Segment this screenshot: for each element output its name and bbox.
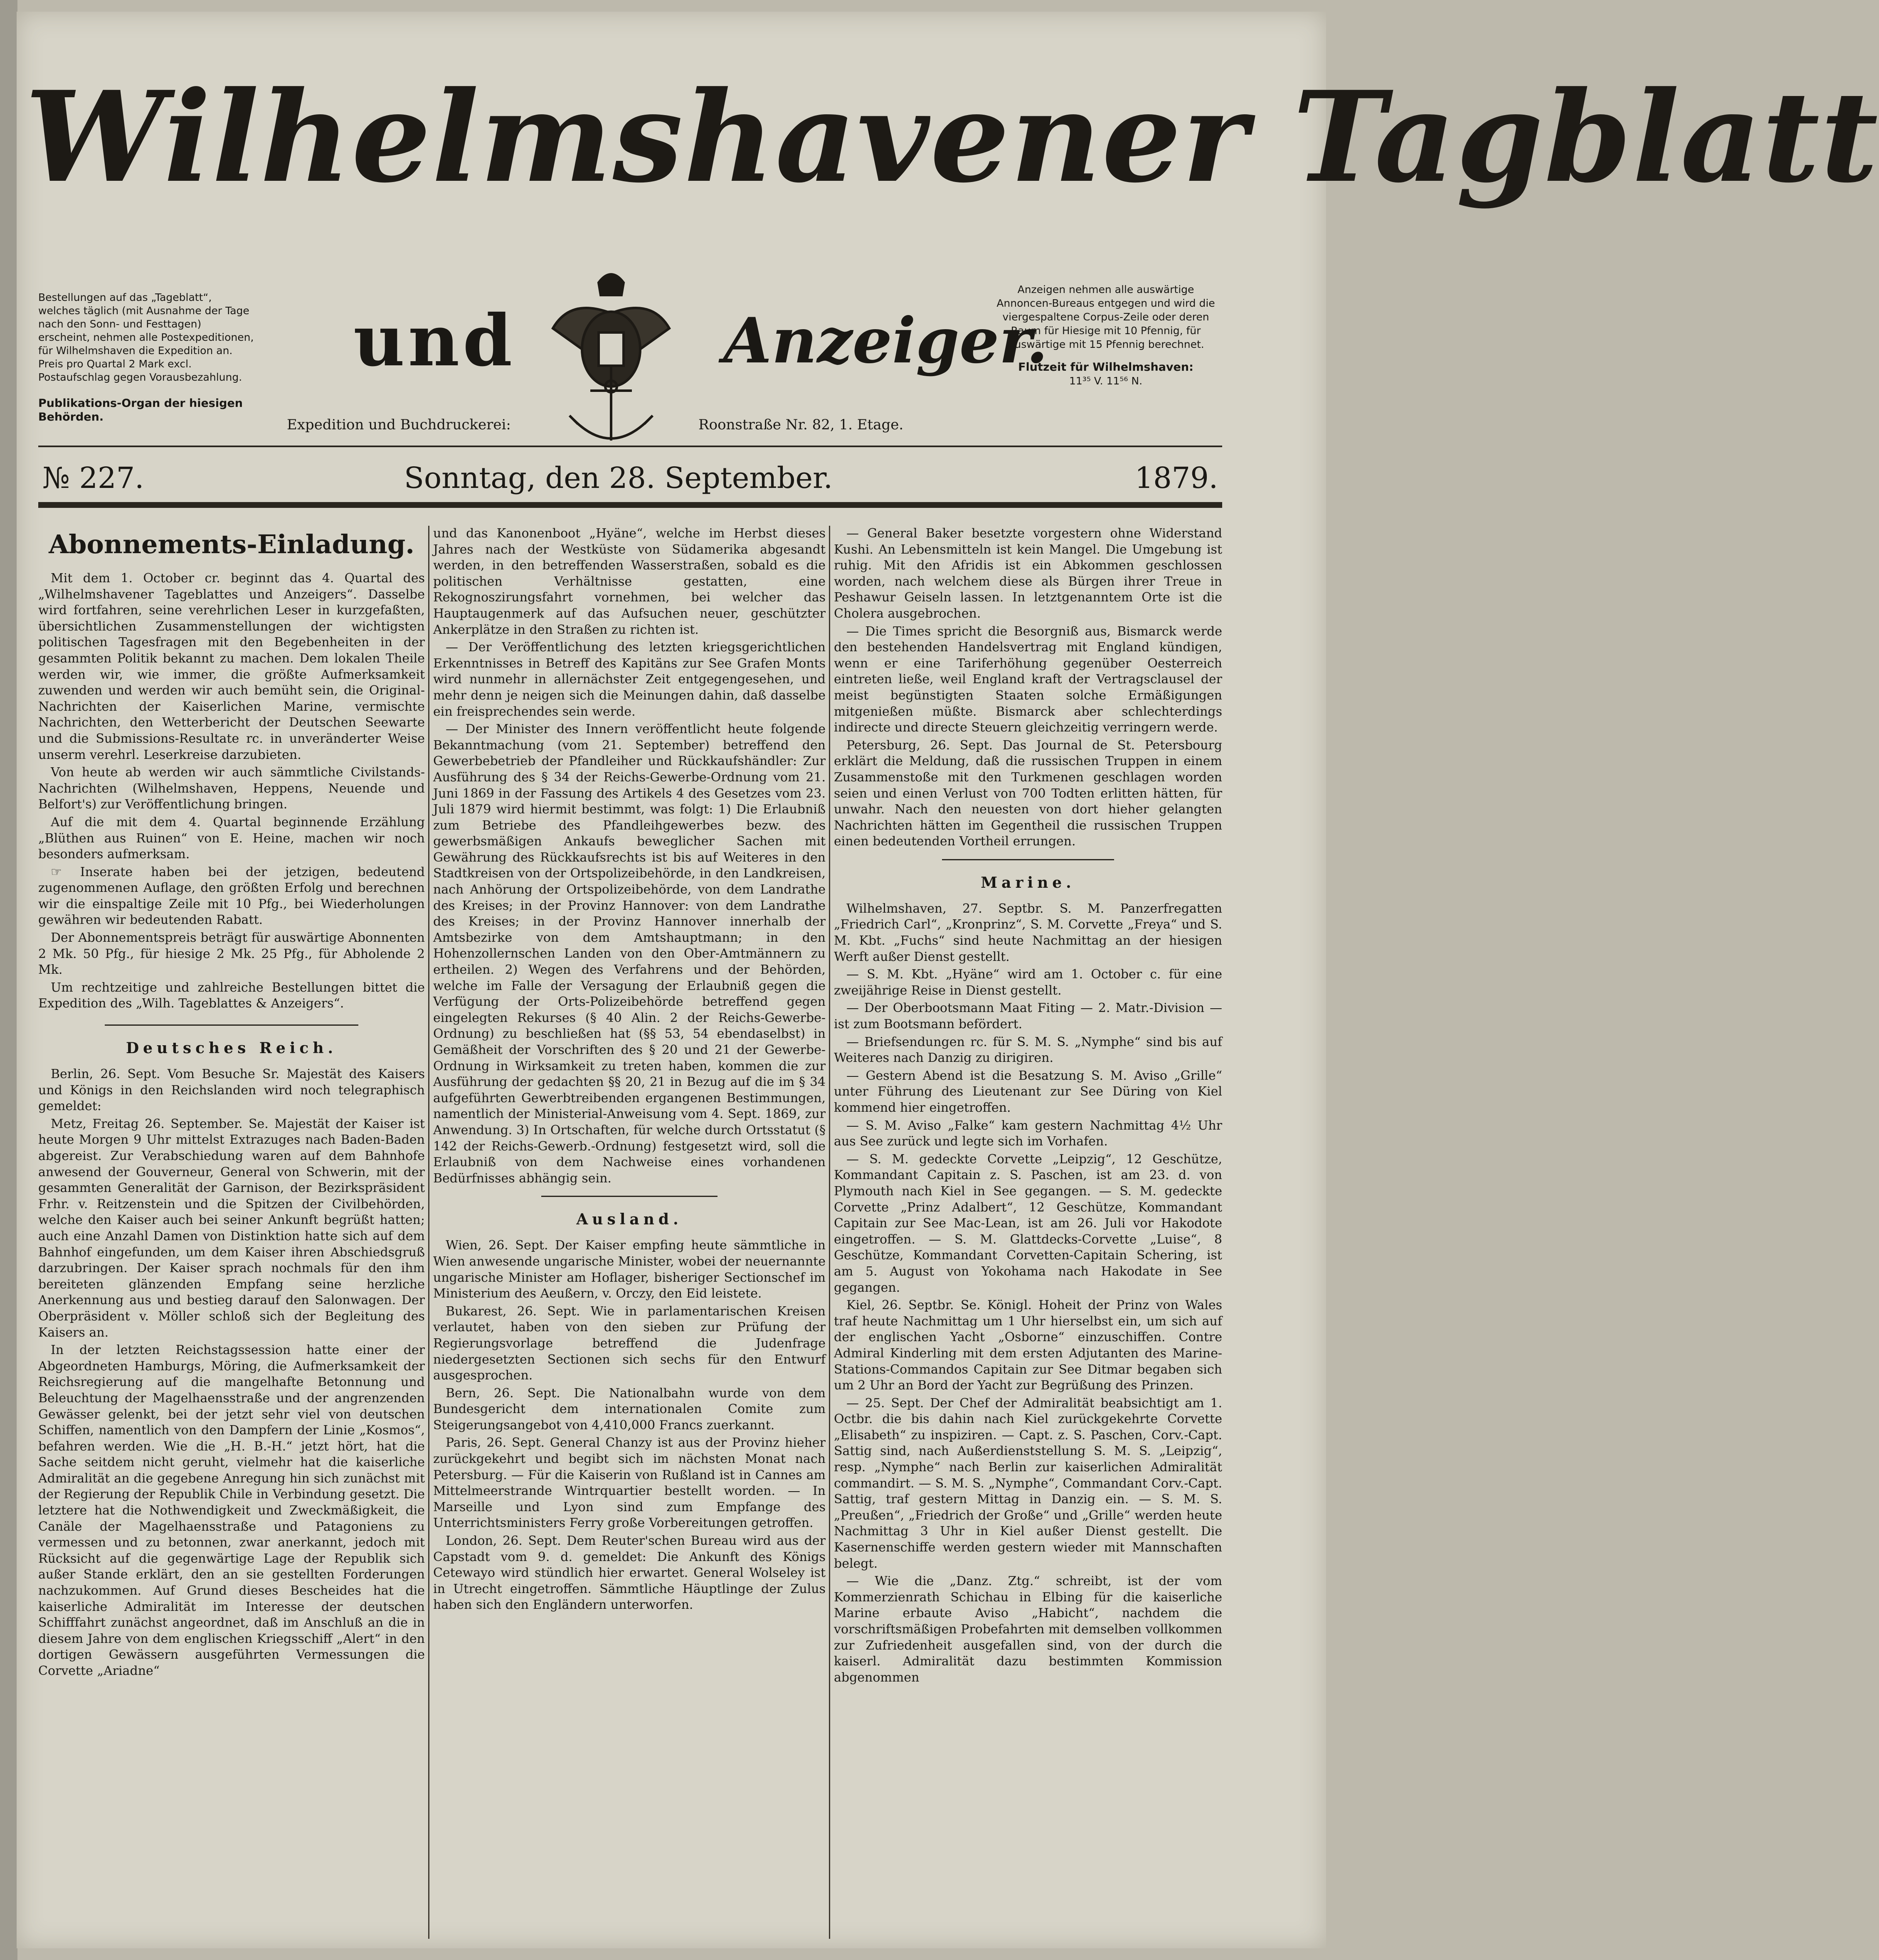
paragraph: In der letzten Reichstagssession hatte einer der Abgeordneten Hamburgs, Möring, die Aufmerksamkeit der Reichsregierung auf die mangelhafte Betonnung und Beleuchtung der Magelhaensstraße und der angrenzenden Gewässer gelenkt, bei der jetzt sehr viel von deutschen Schiffen, namentlich von den Dampfern der Linie „Kosmos“, befahren werden. Wie die „H. B.-H.“ jetzt hört, hat die Sache seitdem nicht geruht, vielmehr hat die kaiserliche Admiralität an die gegebene Anregung hin sich zunächst mit der Regierung der Republik Chile in Verbindung gesetzt. Die letztere hat die Nothwendigkeit und Zweckmäßigkeit, die Canäle der Magelhaensstraße und Patagoniens zu vermessen und zu betonnen, zwar anerkannt, jedoch mit Rücksicht auf die gegenwärtige Lage der Republik sich außer Stande erklärt, den an sie gestellten Forderungen nachzukommen. Auf Grund dieses Bescheides hat die kaiserliche Admiralität im Interesse der deutschen Schifffahrt zunächst angeordnet, daß im Anschluß an die in diesem Jahre von dem englischen Kriegsschiff „Alert“ in den dortigen Gewässern ausgeführten Vermessungen die Corvette „Ariadne“ (38, 1343, 425, 1678)
paragraph: — General Baker besetzte vorgestern ohne Widerstand Kushi. An Lebensmitteln ist kein Mangel. Die Umgebung ist ruhig. Mit den Afridis ist ein Abkommen geschlossen worden, nach welchem diese als Bürgen ihrer Treue in Peshawur Geiseln lassen. In letztgenanntem Orte ist die Cholera ausgebrochen. (834, 526, 1222, 621)
section-divider (942, 859, 1114, 860)
paragraph: — Der Minister des Innern veröffentlicht heute folgende Bekanntmachung (vom 21. September) betreffend den Gewerbebetrieb der Pfandleiher und Rückkaufshändler: Zur Ausführung des § 34 der Reichs-Gewerbe-Ordnung vom 21. Juni 1869 in der Fassung des Artikels 4 des Gesetzes vom 23. Juli 1879 wird hiermit bestimmt, was folgt: 1) Die Erlaubniß zum Betriebe des Pfandleihgewerbes bezw. des gewerbsmäßigen Ankaufs beweglicher Sachen mit Gewährung des Rückkaufsrechts ist bis auf Weiteres in den Stadtkreisen von der Ortspolizeibehörde, in den Landkreisen, nach Anhörung der Ortspolizeibehörde, von dem Landrathe des Kreises; in der Provinz Hannover: von dem Landrathe des Kreises; in der Provinz Hannover innerhalb der Amtsbezirke von dem Amtshauptmann; in den Hohenzollernschen Landen von den Ober-Amtmännern zu ertheilen. 2) Wegen des Verfahrens und der Behörden, welche im Falle der Versagung der Erlaubniß gegen die Verfügung der Orts-Polizeibehörde betreffend gegen eingelegten Rekurses (§ 40 Alin. 2 der Reichs-Gewerbe-Ordnung) zu beschließen hat (§§ 53, 54 ebendaselbst) in Gemäßheit der Vorschriften des § 20 und 21 der Gewerbe-Ordnung in Wirksamkeit zu treten haben, kommen die zur Ausführung der gedachten §§ 20, 21 in Bezug auf die im § 34 aufgeführten Gewerbtreibenden ergangenen Bestimmungen, namentlich der Ministerial-Anweisung vom 4. Sept. 1869, zur Anwendung. 3) In Ortschaften, für welche durch Ortsstatut (§ 142 der Reichs-Gewerb.-Ordnung) festgesetzt wird, soll die Erlaubniß von dem Nachweise eines vorhandenen Bedürfnisses abhängig sein. (433, 722, 826, 1186)
issue-year: 1879. (1134, 461, 1218, 495)
paragraph: Um rechtzeitige und zahlreiche Bestellungen bittet die Expedition des „Wilh. Tageblattes & Anzeigers“. (38, 980, 425, 1011)
column-2 (433, 526, 826, 1935)
paragraph: Wien, 26. Sept. Der Kaiser empfing heute sämmtliche in Wien anwesende ungarische Minister, wobei der neuernannte ungarische Minister am Hoflager, bisheriger Sectionschef im Ministerium des Aeußern, v. Orczy, den Eid leistete. (433, 1238, 826, 1301)
section-heading-deutsches-reich: Deutsches Reich. (126, 1039, 338, 1057)
expedition-label: Expedition und Buchdruckerei: (287, 416, 511, 433)
expedition-address: Roonstraße Nr. 82, 1. Etage. (698, 416, 904, 433)
subscription-notice-text: Bestellungen auf das „Tageblatt“, welches täglich (mit Ausnahme der Tage nach den Sonn- und Festtagen) erscheint, nehmen alle Postexpeditionen, für Wilhelmshaven die Expedition an. Preis pro Quartal 2 Mark excl. Postaufschlag gegen Vorausbezahlung. (38, 291, 254, 383)
paragraph: — Wie die „Danz. Ztg.“ schreibt, ist der vom Kommerzienrath Schichau in Elbing für die kaiserliche Marine erbaute Aviso „Habicht“, nachdem die vorschriftsmäßigen Probefahrten mit demselben vollkommen zur Zufriedenheit ausgefallen sind, von der durch die kaiserl. Admiralität dazu bestimmten Kommission abgenommen (834, 1574, 1223, 1685)
section-heading-marine: Marine. (981, 874, 1075, 891)
paragraph: — S. M. gedeckte Corvette „Leipzig“, 12 Geschütze, Kommandant Capitain z. S. Paschen, ist am 23. d. von Plymouth nach Kiel in See gegangen. — S. M. gedeckte Corvette „Prinz Adalbert“, 12 Geschütze, Kommandant Capitain zur See Mac-Lean, ist am 26. Juli vor Hakodote eingetroffen. — S. M. Glattdecks-Corvette „Luise“, 8 Geschütze, Kommandant Corvetten-Capitain Schering, ist am 5. August von Yokohama nach Hakodate in See gegangen. (834, 1152, 1222, 1295)
column-divider (829, 526, 830, 1939)
publication-organ-note: Publikations-Organ der hiesigen Behörden. (38, 397, 243, 424)
tide-time-title: Flutzeit für Wilhelmshaven: (1018, 361, 1193, 374)
paragraph: — Die Times spricht die Besorgniß aus, Bismarck werde den bestehenden Handelsvertrag mit England kündigen, wenn er eine Tariferhöhung gegenüber Oesterreich eintreten ließe, weil England kraft der Vertragsclausel der meist begünstigten Staaten solche Ermäßigungen mitgenießen müßte. Bismarck aber schlechterdings indirecte und directe Steuern gleichzeitig verringern werde. (834, 624, 1222, 735)
book-binding-edge (0, 0, 17, 1960)
column-divider (428, 526, 429, 1939)
paragraph: Der Abonnementspreis beträgt für auswärtige Abonnenten 2 Mk. 50 Pfg., für hiesige 2 Mk. 25 Pfg., für Abholende 2 Mk. (38, 931, 425, 978)
issue-number: № 227. (42, 461, 144, 495)
masthead-und: und (353, 299, 516, 382)
paragraph: Bukarest, 26. Sept. Wie in parlamentarischen Kreisen verlautet, haben von den sieben zur Prüfung der Regierungsvorlage betreffend die Judenfrage niedergesetzten Sectionen sich sechs für den Entwurf ausgesprochen. (433, 1304, 826, 1383)
section-divider (541, 1196, 718, 1197)
masthead-rule (38, 446, 1222, 447)
tide-time-values: 11³⁵ V. 11⁵⁶ N. (1069, 375, 1143, 387)
subscription-notice (38, 291, 254, 424)
masthead-anzeiger: Anzeiger. (723, 304, 1048, 377)
paragraph: — 25. Sept. Der Chef der Admiralität beabsichtigt am 1. Octbr. die bis dahin nach Kiel zurückgekehrte Corvette „Elisabeth“ zu inspiziren. — Capt. z. S. Paschen, Corv.-Capt. Sattig sind, nach Außerdienststellung S. M. S. „Leipzig“, resp. „Nymphe“ nach Berlin zur kaiserlichen Admiralität commandirt. — S. M. S. „Nymphe“, Commandant Corv.-Capt. Sattig, traf gestern Mittag in Danzig ein. — S. M. S. „Preußen“, „Friedrich der Große“ und „Grille“ werden heute Nachmittag 3 Uhr in Kiel außer Dienst gestellt. Die Kasernenschiffe werden gestern wieder mit Mannschaften belegt. (834, 1396, 1222, 1571)
paragraph: — Gestern Abend ist die Besatzung S. M. Aviso „Grille“ unter Führung des Lieutenant zur See Düring von Kiel kommend hier eingetroffen. (834, 1068, 1222, 1115)
dateline-rule (38, 502, 1222, 508)
paragraph: Wilhelmshaven, 27. Septbr. S. M. Panzerfregatten „Friedrich Carl“, „Kronprinz“, S. M. Corvette „Freya“ und S. M. Kbt. „Fuchs“ sind heute Nachmittag an der hiesigen Werft außer Dienst gestellt. (834, 901, 1222, 964)
advertising-notice (989, 283, 1222, 388)
column-3 (834, 526, 1222, 1935)
paragraph: Petersburg, 26. Sept. Das Journal de St. Petersbourg erklärt die Meldung, daß die russischen Truppen in einem Zusammenstoße mit den Turkmenen geschlagen worden seien und einen Verlust von 700 Todten erlitten hätten, für unwahr. Nach den neuesten von dort hieher gelangten Nachrichten hätten im Gegentheil die russischen Truppen einen bedeutenden Vortheil errungen. (834, 738, 1222, 849)
section-heading-ausland: Ausland. (576, 1211, 683, 1229)
paragraph: — S. M. Aviso „Falke“ kam gestern Nachmittag 4½ Uhr aus See zurück und legte sich im Vorhafen. (834, 1118, 1222, 1149)
dateline (38, 455, 1222, 501)
column-1 (38, 526, 425, 1935)
paragraph: — Der Veröffentlichung des letzten kriegsgerichtlichen Erkenntnisses in Betreff des Kapitäns zur See Grafen Monts wird nunmehr in allernächster Zeit entgegengesehen, und mehr denn je neigen sich die Meinungen dahin, daß dasselbe ein freisprechendes sein werde. (433, 640, 826, 719)
paragraph: Mit dem 1. October cr. beginnt das 4. Quartal des „Wilhelmshavener Tageblattes und Anzeigers“. Dasselbe wird fortfahren, seine verehrlichen Leser in kurzgefaßten, übersichtlichen Zusammenstellungen der wichtigsten politischen Tagesfragen mit den Begebenheiten in der gesammten Politik bekannt zu machen. Dem lokalen Theile werden wir, wie immer, die größte Aufmerksamkeit zuwenden und werden wir auch bemüht sein, die Original-Nachrichten der Kaiserlichen Marine, vermischte Nachrichten, den Wetterbericht der Deutschen Seewarte und die Submissions-Resultate rc. in unveränderter Weise unserm verehrl. Leserkreise darzubieten. (38, 571, 425, 762)
paragraph: Paris, 26. Sept. General Chanzy ist aus der Provinz hieher zurückgekehrt und begibt sich im nächsten Monat nach Petersburg. — Für die Kaiserin von Rußland ist in Cannes am Mittelmeerstrande Wintrquartier bestellt worden. — In Marseille und Lyon sind zum Empfange des Unterrichtsministers Ferry große Vorbereitungen getroffen. (433, 1436, 826, 1531)
paragraph: Metz, Freitag 26. September. Se. Majestät der Kaiser ist heute Morgen 9 Uhr mittelst Extrazuges nach Baden-Baden abgereist. Zur Verabschiedung waren auf dem Bahnhofe anwesend der Gouverneur, General von Schwerin, mit der gesammten Generalität der Garnison, der Bezirkspräsident Frhr. v. Reitzenstein und die Spitzen der Civilbehörden, welche den Kaiser auch bei seiner Ankunft begrüßt hatten; auch eine Anzahl Damen von Distinktion hatte sich auf dem Bahnhof eingefunden, um dem Kaiser ihren Abschiedsgruß darzubringen. Der Kaiser sprach nochmals für den ihm bereiteten glänzenden Empfang seine herzliche Anerkennung aus und bestieg darauf den Salonwagen. Der Oberpräsident v. Möller schloß sich der Begleitung des Kaisers an. (38, 1116, 425, 1340)
paragraph: — Der Oberbootsmann Maat Fiting — 2. Matr.-Division — ist zum Bootsmann befördert. (834, 1001, 1222, 1032)
eagle-anchor-emblem-icon (536, 266, 686, 457)
paragraph: ☞ Inserate haben bei der jetzigen, bedeutend zugenommenen Auflage, den größten Erfolg und berechnen wir die einspaltige Zeile mit 10 Pfg., bei Wiederholungen gewähren wir bedeutenden Rabatt. (38, 864, 425, 928)
paragraph: Berlin, 26. Sept. Vom Besuche Sr. Majestät des Kaisers und Königs in den Reichslanden wird noch telegraphisch gemeldet: (38, 1067, 425, 1114)
section-divider (105, 1024, 358, 1026)
paragraph: Auf die mit dem 4. Quartal beginnende Erzählung „Blüthen aus Ruinen“ von E. Heine, machen wir noch besonders aufmerksam. (38, 815, 425, 862)
paragraph: Bern, 26. Sept. Die Nationalbahn wurde von dem Bundesgericht dem internationalen Comite zum Steigerungsangebot von 4,410,000 Francs zuerkannt. (433, 1386, 826, 1433)
subscription-invitation-heading: Abonnements-Einladung. (49, 529, 414, 559)
paragraph: London, 26. Sept. Dem Reuter'schen Bureau wird aus der Capstadt vom 9. d. gemeldet: Die Ankunft des Königs Cetewayo wird stündlich hier erwartet. General Wolseley ist in Utrecht eingetroffen. Sämmtliche Häuptlinge der Zulus haben sich den Engländern unterworfen. (433, 1534, 826, 1613)
issue-date: Sonntag, den 28. September. (404, 461, 833, 495)
advertising-notice-text: Anzeigen nehmen alle auswärtige Annoncen-Bureaus entgegen und wird die viergespaltene Corpus-Zeile oder deren Raum für Hiesige mit 10 Pfennig, für Auswärtige mit 15 Pfennig berechnet. (996, 283, 1215, 350)
paragraph: — Briefsendungen rc. für S. M. S. „Nymphe“ sind bis auf Weiteres nach Danzig zu dirigiren. (834, 1034, 1222, 1066)
paragraph: und das Kanonenboot „Hyäne“, welche im Herbst dieses Jahres nach der Westküste von Südamerika abgesandt werden, in den betreffenden Wasserstraßen, sobald es die politischen Verhältnisse gestatten, eine Rekognoszirungsfahrt vornehmen, bei welcher das Hauptaugenmerk auf das Aufsuchen neuer, geschützter Ankerplätze in den Straßen zu richten ist. (433, 526, 826, 637)
masthead-title: Wilhelmshavener Tagblatt (25, 64, 1879, 210)
paragraph: Kiel, 26. Septbr. Se. Königl. Hoheit der Prinz von Wales traf heute Nachmittag um 1 Uhr hierselbst ein, um sich auf der englischen Yacht „Osborne“ einzuschiffen. Contre Admiral Kinderling mit dem ersten Adjutanten des Marine-Stations-Commandos Capitain zur See Ditmar begaben sich um 2 Uhr an Bord der Yacht zur Begrüßung des Prinzen. (834, 1298, 1222, 1393)
paragraph: — S. M. Kbt. „Hyäne“ wird am 1. October c. für eine zweijährige Reise in Dienst gestellt. (834, 967, 1222, 998)
paragraph: Von heute ab werden wir auch sämmtliche Civilstands-Nachrichten (Wilhelmshaven, Heppens, Neuende und Belfort's) zur Veröffentlichung bringen. (38, 765, 425, 812)
